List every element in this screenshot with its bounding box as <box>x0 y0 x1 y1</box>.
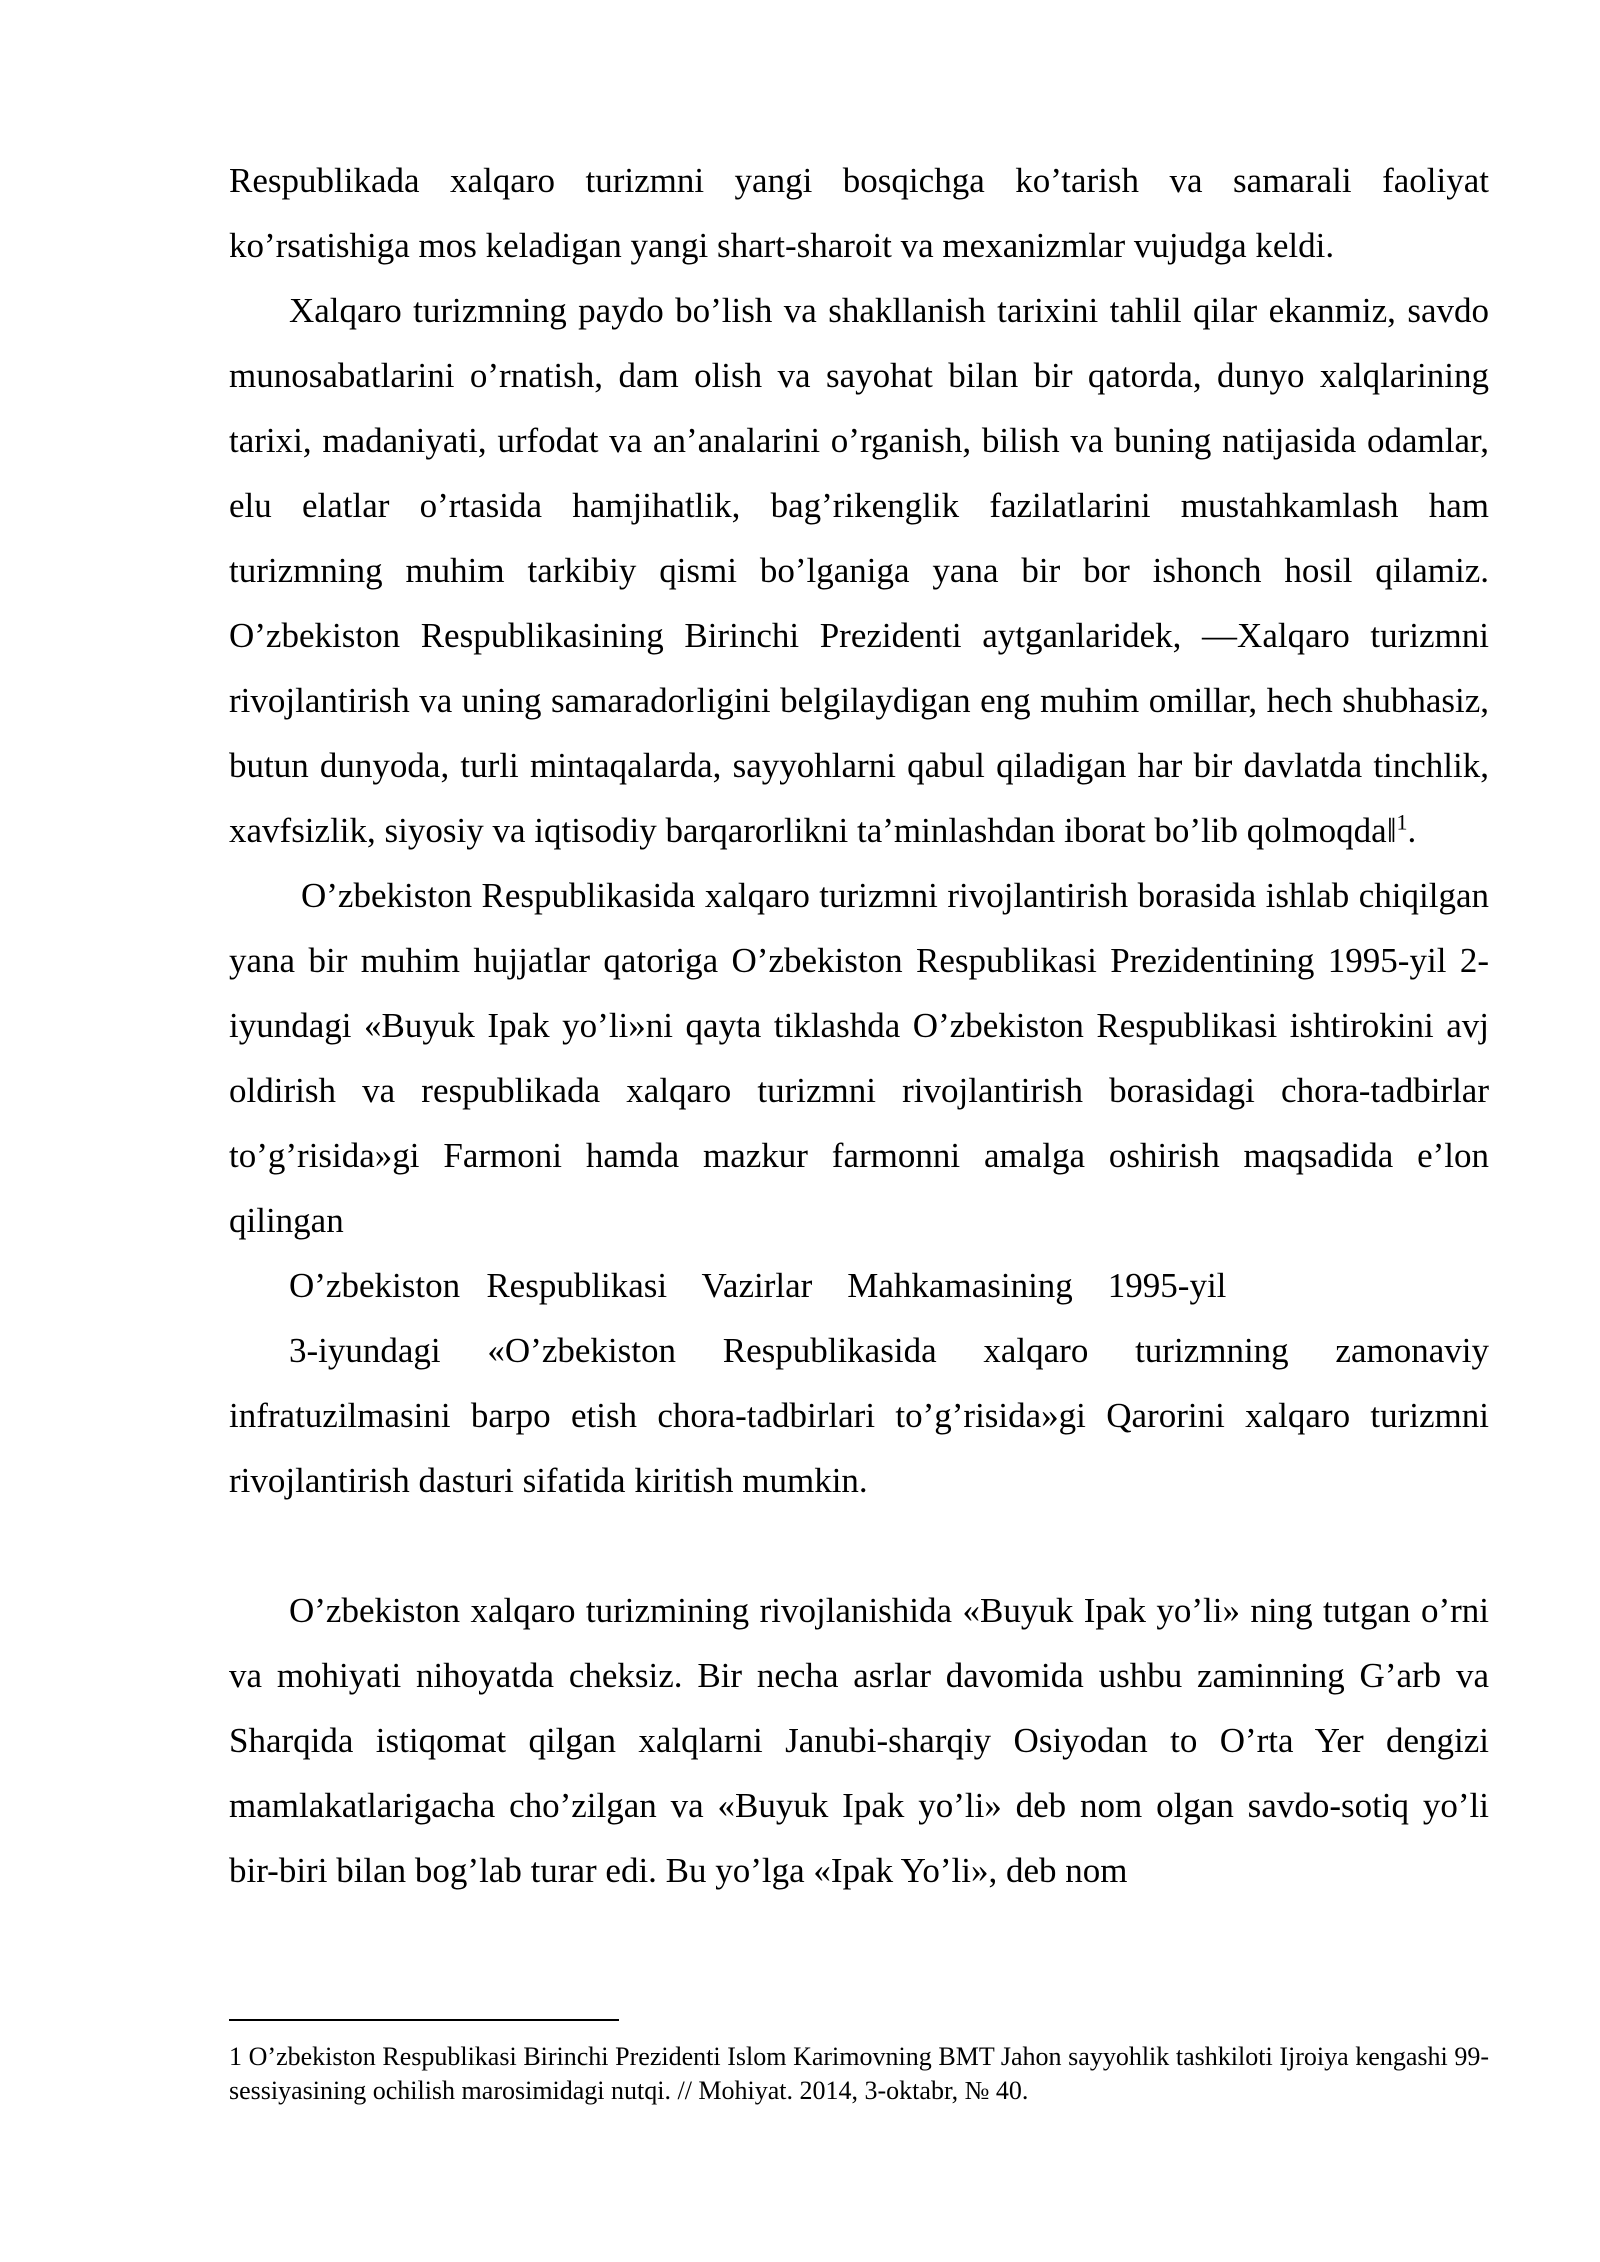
paragraph-2 <box>229 278 1489 863</box>
paragraph-5: 3-iyundagi «O’zbekiston Respublikasida xalqaro turizmning zamonaviy infratuzilmasini barpo etish chora-tadbirlari to’g’risida»gi Qarorini xalqaro turizmni rivojlantirish dasturi sifatida kiritish mumkin. <box>229 1331 1489 1500</box>
footnote-separator <box>229 2019 619 2021</box>
paragraph-4: O’zbekiston Respublikasi Vazirlar Mahkamasining 1995-yil <box>289 1266 1227 1305</box>
paragraph-2-end: . <box>1407 811 1417 850</box>
paragraph-gap <box>229 1513 1489 1578</box>
body-text <box>229 148 1489 1903</box>
paragraph-3: O’zbekiston Respublikasida xalqaro turizmni rivojlantirish borasida ishlab chiqilgan yana bir muhim hujjatlar qatoriga O’zbekiston Respublikasi Prezidentining 1995-yil 2-iyundagi «Buyuk Ipak yo’li»ni qayta tiklashda O’zbekiston Respublikasi ishtirokini avj oldirish va respublikada xalqaro turizmni rivojlantirish borasidagi chora-tadbirlar to’g’risida»gi Farmoni hamda mazkur farmonni amalga oshirish maqsadida e’lon qilingan <box>229 876 1489 1240</box>
footnote-reference[interactable]: 1 <box>1396 809 1408 835</box>
paragraph-6: O’zbekiston xalqaro turizmining rivojlanishida «Buyuk Ipak yo’li» ning tutgan o’rni va mohiyati nihoyatda cheksiz. Bir necha asrlar davomida ushbu zaminning G’arb va Sharqida istiqomat qilgan xalqlarni Janubi-sharqiy Osiyodan to O’rta Yer dengizi mamlakatlarigacha cho’zilgan va «Buyuk Ipak yo’li» deb nom olgan savdo-sotiq yo’li bir-biri bilan bog’lab turar edi. Bu yo’lga «Ipak Yo’li», deb nom <box>229 1591 1489 1890</box>
paragraph-2-text: Xalqaro turizmning paydo bo’lish va shakllanish tarixini tahlil qilar ekanmiz, savdo munosabatlarini o’rnatish, dam olish va sayohat bilan bir qatorda, dunyo xalqlarining tarixi, madaniyati, urfodat va an’analarini o’rganish, bilish va buning natijasida odamlar, elu elatlar o’rtasida hamjihatlik, bag’rikenglik fazilatlarini mustahkamlash ham turizmning muhim tarkibiy qismi bo’lganiga yana bir bor ishonch hosil qilamiz. O’zbekiston Respublikasining Birinchi Prezidenti aytganlaridek, ―Xalqaro turizmni rivojlantirish va uning samaradorligini belgilaydigan eng muhim omillar, hech shubhasiz, butun dunyoda, turli mintaqalarda, sayyohlarni qabul qiladigan har bir davlatda tinchlik, xavfsizlik, siyosiy va iqtisodiy barqarorlikni ta’minlashdan iborat bo’lib qolmoqda‖ <box>229 291 1489 850</box>
footnote: 1 O’zbekiston Respublikasi Birinchi Prezidenti Islom Karimovning BMT Jahon sayyohlik tashkiloti Ijroiya kengashi 99-sessiyasining ochilish marosimidagi nutqi. // Mohiyat. 2014, 3-oktabr, № 40. <box>229 2042 1489 2105</box>
paragraph-1: Respublikada xalqaro turizmni yangi bosqichga ko’tarish va samarali faoliyat ko’rsatishiga mos keladigan yangi shart-sharoit va mexanizmlar vujudga keldi. <box>229 161 1489 265</box>
